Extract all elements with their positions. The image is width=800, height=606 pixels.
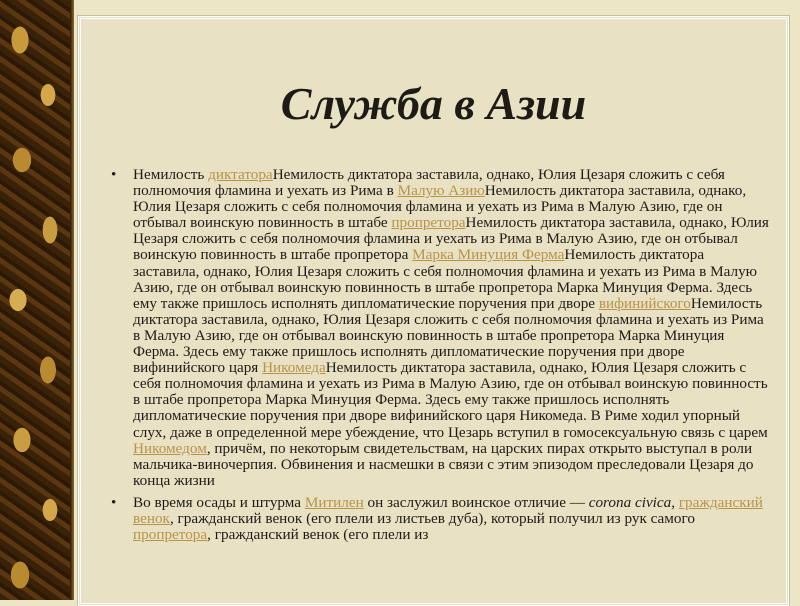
bullet-list: [133, 167, 773, 549]
link-mytilene[interactable]: Митилен: [304, 493, 364, 511]
link-propraetor[interactable]: пропретора: [391, 214, 466, 232]
slide: [78, 16, 789, 606]
list-item: • Во время осады и штурма Митилен он заслужил воинское отличие — corona civica, гражданский венок, гражданский венок (его плели из листьев дуба), который получил из рук самого пропретора, гражданский венок (его плели из: [133, 495, 773, 543]
link-nicomedes[interactable]: Никомеда: [262, 359, 326, 377]
link-bithynian[interactable]: вифинийского: [598, 294, 691, 312]
border-edge: [70, 0, 74, 600]
link-civic-crown[interactable]: гражданский венок: [133, 493, 763, 527]
list-item: • Немилость диктатораНемилость диктатора заставила, однако, Юлия Цезаря сложить с себя полномочия фламина и уехать из Рима в Малую АзиюНемилость диктатора заставила, однако, Юлия Цезаря сложить с себя полномочия фламина и уехать из Рима в Малую Азию, где он отбывал воинскую повинность в штабе пропретораНемилость диктатора заставила, однако, Юлия Цезаря сложить с себя полномочия фламина и уехать из Рима в Малую Азию, где он отбывал воинскую повинность в штабе пропретора Марка Минуция ФермаНемилость диктатора заставила, однако, Юлия Цезаря сложить с себя полномочия фламина и уехать из Рима в Малую Азию, где он отбывал воинскую повинность в штабе пропретора Марка Минуция Ферма. Здесь ему также пришлось исполнять дипломатические поручения при дворе вифинийскогоНемилость диктатора заставила, однако, Юлия Цезаря сложить с себя полномочия фламина и уехать из Рима в Малую Азию, где он отбывал воинскую повинность в штабе пропретора Марка Минуция Ферма. Здесь ему также пришлось исполнять дипломатические поручения при дворе вифинийского царя НикомедаНемилость диктатора заставила, однако, Юлия Цезаря сложить с себя полномочия фламина и уехать из Рима в Малую Азию, где он отбывал воинскую повинность в штабе пропретора Марка Минуция Ферма. Здесь ему также пришлось исполнять дипломатические поручения при дворе вифинийского царя Никомеда. В Риме ходил упорный слух, даже в определенной мере убеждение, что Цезарь вступил в гомосексуальную связь с царем Никомедом, причём, по некоторым свидетельствам, на царских пирах открыто выступал в роли мальчика-виночерпия. Обвинения и насмешки в связи с этим эпизодом преследовали Цезаря до конца жизни: [133, 167, 773, 489]
link-marcus-minucius-thermus[interactable]: Марка Минуция Ферма: [412, 246, 565, 264]
decorative-border: [0, 0, 70, 600]
link-dictator[interactable]: диктатора: [208, 166, 273, 183]
corona-civica-text: corona civica: [588, 493, 672, 511]
link-asia-minor[interactable]: Малую Азию: [397, 182, 485, 200]
link-nicomedes-2[interactable]: Никомедом: [133, 439, 207, 457]
slide-title: Служба в Азии: [280, 78, 587, 129]
link-propraetor-2[interactable]: пропретора: [133, 526, 208, 544]
